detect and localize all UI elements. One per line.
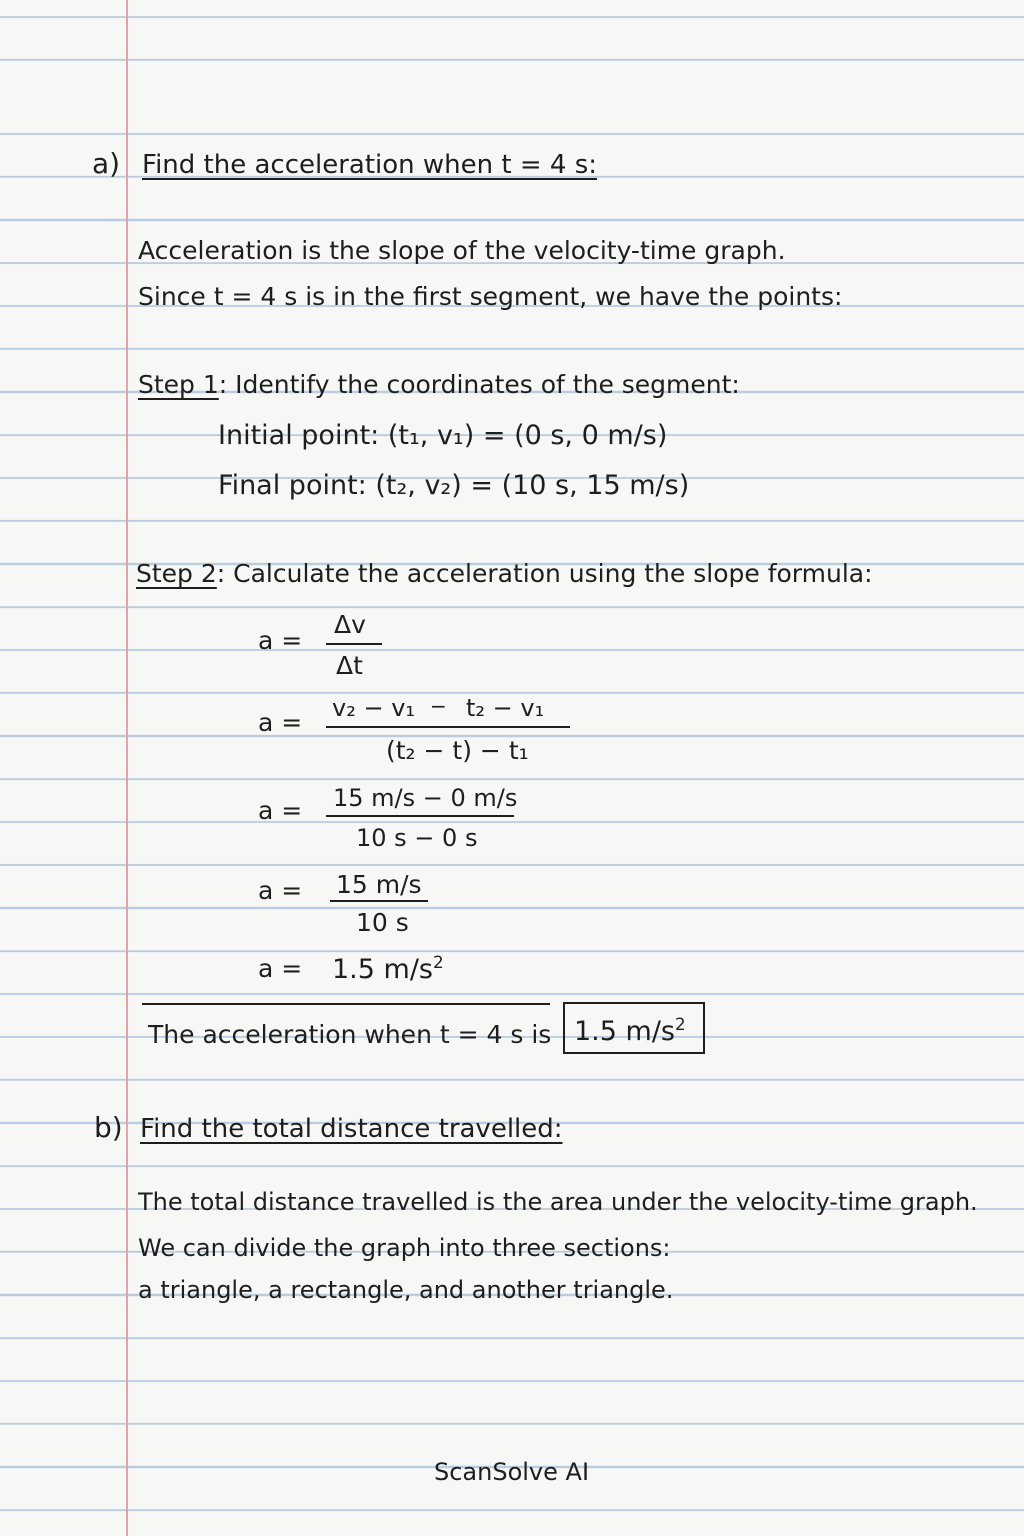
step2-line bbox=[136, 561, 873, 586]
initial-point: Initial point: (t₁, v₁) = (0 s, 0 m/s) bbox=[218, 420, 668, 451]
part-b-line-1: The total distance travelled is the area under the velocity-time graph. bbox=[138, 1188, 978, 1216]
eq1-fraction-bar bbox=[326, 643, 382, 645]
eq4-fraction-bar bbox=[330, 900, 428, 902]
eq2-numerator-b: t₂ − v₁ bbox=[466, 694, 545, 722]
part-a-label: a) bbox=[92, 147, 121, 180]
intro-line-2: Since t = 4 s is in the first segment, we have the points: bbox=[138, 282, 843, 311]
eq5-value: 1.5 m/s bbox=[332, 954, 433, 986]
eq4-lhs: a = bbox=[258, 876, 303, 905]
step2-label: Step 2 bbox=[136, 559, 217, 588]
part-b-label: b) bbox=[94, 1111, 123, 1144]
part-b-heading: Find the total distance travelled: bbox=[140, 1114, 563, 1144]
eq5-exponent: 2 bbox=[433, 952, 444, 972]
footer-brand: ScanSolve AI bbox=[434, 1458, 590, 1486]
part-b-line-2: We can divide the graph into three sections: bbox=[138, 1234, 671, 1262]
eq2-minus: − bbox=[430, 694, 447, 718]
eq1-numerator: Δv bbox=[334, 610, 366, 639]
eq2-lhs: a = bbox=[258, 708, 303, 737]
eq3-denominator: 10 s − 0 s bbox=[356, 824, 478, 852]
eq4-numerator: 15 m/s bbox=[336, 870, 422, 899]
final-point: Final point: (t₂, v₂) = (10 s, 15 m/s) bbox=[218, 470, 690, 501]
answer-value bbox=[574, 1014, 686, 1048]
eq2-denominator: (t₂ − t) − t₁ bbox=[386, 736, 529, 765]
eq5-result bbox=[332, 952, 444, 986]
step2-text: : Calculate the acceleration using the slope formula: bbox=[216, 559, 873, 588]
conclusion-rule bbox=[142, 1003, 550, 1005]
answer-exponent: 2 bbox=[675, 1014, 686, 1034]
notebook-margin-line bbox=[126, 0, 128, 1536]
step1-line bbox=[138, 372, 740, 397]
eq1-denominator: Δt bbox=[336, 651, 363, 680]
eq5-lhs: a = bbox=[258, 954, 303, 983]
eq2-fraction-bar bbox=[326, 726, 570, 728]
part-a-heading: Find the acceleration when t = 4 s: bbox=[142, 150, 597, 180]
step1-label: Step 1 bbox=[138, 370, 219, 399]
eq3-fraction-bar bbox=[326, 815, 514, 817]
eq3-lhs: a = bbox=[258, 796, 303, 825]
eq2-numerator-a: v₂ − v₁ bbox=[332, 694, 416, 722]
intro-line-1: Acceleration is the slope of the velocity-time graph. bbox=[138, 236, 786, 265]
eq1-lhs: a = bbox=[258, 626, 303, 655]
eq4-denominator: 10 s bbox=[356, 908, 409, 937]
eq3-numerator: 15 m/s − 0 m/s bbox=[333, 784, 518, 812]
conclusion-text: The acceleration when t = 4 s is bbox=[148, 1020, 552, 1049]
step1-text: : Identify the coordinates of the segment: bbox=[218, 370, 740, 399]
answer-number: 1.5 m/s bbox=[574, 1016, 675, 1048]
part-b-line-3: a triangle, a rectangle, and another triangle. bbox=[138, 1276, 674, 1304]
